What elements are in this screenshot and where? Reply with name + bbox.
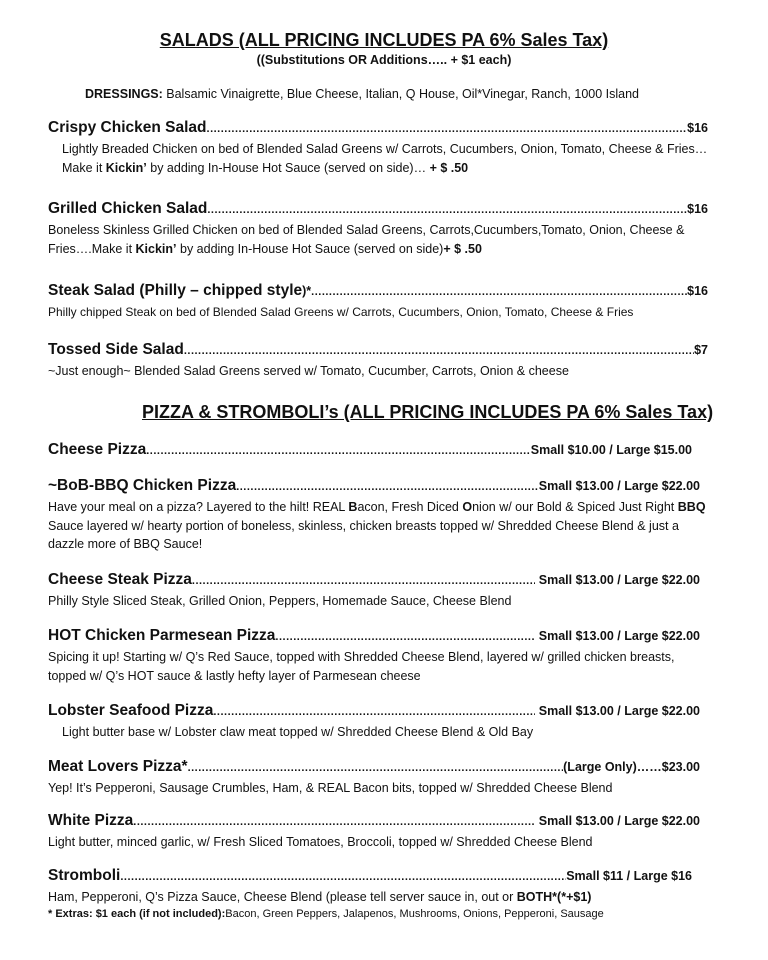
leader-dots (275, 627, 535, 647)
menu-item-white-pizza (48, 811, 708, 852)
desc-text: Have your meal on a pizza? Layered to the hilt! REAL (48, 500, 349, 514)
item-price: Small $13.00 / Large $22.00 (535, 704, 700, 718)
item-name: Stromboli (48, 867, 121, 884)
item-name: Crispy Chicken Salad (48, 119, 207, 136)
item-name: HOT Chicken Parmesean Pizza (48, 627, 276, 644)
desc-bold-letter: O (462, 500, 473, 514)
desc-bold-letter: B (348, 500, 358, 514)
menu-item-tossed-side-salad (48, 340, 708, 381)
desc-text: Sauce layered w/ hearty portion of boneless, skinless, chicken breasts topped w/ Shredded Cheese Blend & just a dazzle more of BBQ Sauce! (48, 518, 679, 551)
item-price: Small $13.00 / Large $22.00 (538, 479, 700, 493)
desc-bold-bbq: BBQ (677, 500, 706, 514)
menu-item-steak-salad (48, 281, 708, 322)
salads-title: SALADS (ALL PRICING INCLUDES PA 6% Sales Tax) (159, 30, 609, 50)
item-price: Small $13.00 / Large $22.00 (535, 629, 700, 643)
desc-kickin: Kickin’ (135, 241, 177, 256)
pizza-title: PIZZA & STROMBOLI’s (ALL PRICING INCLUDES PA 6% Sales Tax) (142, 402, 714, 422)
item-description: Light butter base w/ Lobster claw meat topped w/ Shredded Cheese Blend & Old Bay (62, 725, 534, 739)
leader-dots (213, 702, 535, 722)
dressings-list: Balsamic Vinaigrette, Blue Cheese, Italian, Q House, Oil*Vinegar, Ranch, 1000 Island (162, 87, 639, 101)
leader-dots (207, 119, 688, 139)
item-price: Small $11 / Large $16 (566, 869, 692, 883)
item-price: Small $13.00 / Large $22.00 (535, 814, 700, 828)
desc-both: BOTH*(*+$1) (516, 890, 592, 904)
item-price: Small $10.00 / Large $15.00 (530, 443, 692, 457)
leader-dots (120, 867, 566, 887)
leader-dots (133, 812, 535, 832)
menu-item-hot-chicken-parmesean-pizza (48, 626, 708, 685)
dressings-line (85, 86, 765, 102)
menu-item-cheese-steak-pizza (48, 570, 708, 611)
leader-dots (192, 571, 535, 591)
item-description: Yep! It’s Pepperoni, Sausage Crumbles, Ham, & REAL Bacon bits, topped w/ Shredded Cheese Blend (48, 781, 613, 795)
desc-text: by adding In-House Hot Sauce (served on side) (176, 241, 444, 256)
extras-list: Bacon, Green Peppers, Jalapenos, Mushrooms, Onions, Pepperoni, Sausage (225, 907, 604, 920)
item-description (48, 498, 708, 554)
item-description: Philly Style Sliced Steak, Grilled Onion, Peppers, Homemade Sauce, Cheese Blend (48, 594, 512, 608)
desc-text: Boneless Skinless Grilled Chicken on bed of Blended Salad Greens, Carrots,Cucumbers,Tomato, Onion, Cheese & Fries….Make it (48, 223, 685, 256)
leader-dots (207, 200, 687, 220)
item-description: Light butter, minced garlic, w/ Fresh Sliced Tomatoes, Broccoli, topped w/ Shredded Cheese Blend (48, 835, 593, 849)
item-description (48, 221, 708, 258)
item-name: White Pizza (48, 812, 134, 829)
item-price: (Large Only)……$23.00 (563, 760, 700, 774)
extras-line (48, 907, 708, 922)
item-name-suffix: )* (302, 284, 312, 298)
item-name: Steak Salad (Philly – chipped style (48, 282, 303, 299)
leader-dots (311, 282, 687, 302)
menu-item-lobster-seafood-pizza (48, 701, 708, 742)
item-description (48, 140, 708, 177)
item-name: Lobster Seafood Pizza (48, 702, 214, 719)
desc-text: Ham, Pepperoni, Q’s Pizza Sauce, Cheese Blend (please tell server sauce in, out or (48, 890, 517, 904)
menu-item-meat-lovers-pizza (48, 757, 708, 798)
leader-dots (236, 477, 539, 497)
item-description: Spicing it up! Starting w/ Q’s Red Sauce, topped with Shredded Cheese Blend, layered w/ grilled chicken breasts, topped w/ Q’s HOT sauce & lastly hefty layer of Parmesean cheese (48, 650, 675, 683)
desc-extra-price: + $ .50 (429, 160, 469, 175)
item-price: Small $13.00 / Large $22.00 (535, 573, 700, 587)
item-price: $16 (687, 121, 708, 135)
item-name: Cheese Steak Pizza (48, 571, 192, 588)
menu-item-stromboli (48, 866, 708, 922)
desc-text: by adding In-House Hot Sauce (served on side)… (146, 160, 430, 175)
desc-extra-price: + $ .50 (443, 241, 482, 256)
item-price: $7 (694, 343, 708, 357)
item-description: Philly chipped Steak on bed of Blended Salad Greens w/ Carrots, Cucumbers, Onion, Tomato, Cheese & Fries (48, 305, 634, 319)
menu-item-cheese-pizza (48, 440, 708, 461)
dressings-label: DRESSINGS: (85, 87, 163, 101)
leader-dots (184, 341, 694, 361)
salads-subtitle: ((Substitutions OR Additions….. + $1 each) (256, 53, 512, 67)
item-name: Cheese Pizza (48, 441, 147, 458)
desc-kickin: Kickin’ (105, 160, 147, 175)
item-name: Tossed Side Salad (48, 341, 184, 358)
menu-item-grilled-chicken-salad (48, 199, 708, 258)
item-price: $16 (687, 202, 708, 216)
extras-label: * Extras: $1 each (if not included): (48, 907, 226, 920)
item-name: Grilled Chicken Salad (48, 200, 208, 217)
desc-text: Lightly Breaded Chicken on bed of Blended Salad Greens w/ Carrots, Cucumbers, Onion, Tomato, Cheese & Fries…Make it (62, 142, 708, 175)
leader-dots (188, 758, 564, 778)
item-description (48, 888, 708, 907)
item-price: $16 (687, 284, 708, 298)
item-name: ~BoB-BBQ Chicken Pizza (48, 477, 237, 494)
item-name: Meat Lovers Pizza* (48, 758, 188, 775)
desc-text: nion w/ our Bold & Spiced Just Right (472, 500, 678, 514)
menu-item-crispy-chicken-salad (48, 118, 708, 177)
menu-item-bbq-chicken-pizza (48, 476, 708, 554)
desc-text: acon, Fresh Diced (357, 500, 463, 514)
item-description: ~Just enough~ Blended Salad Greens served w/ Tomato, Cucumber, Carrots, Onion & cheese (48, 364, 569, 378)
leader-dots (146, 441, 531, 461)
